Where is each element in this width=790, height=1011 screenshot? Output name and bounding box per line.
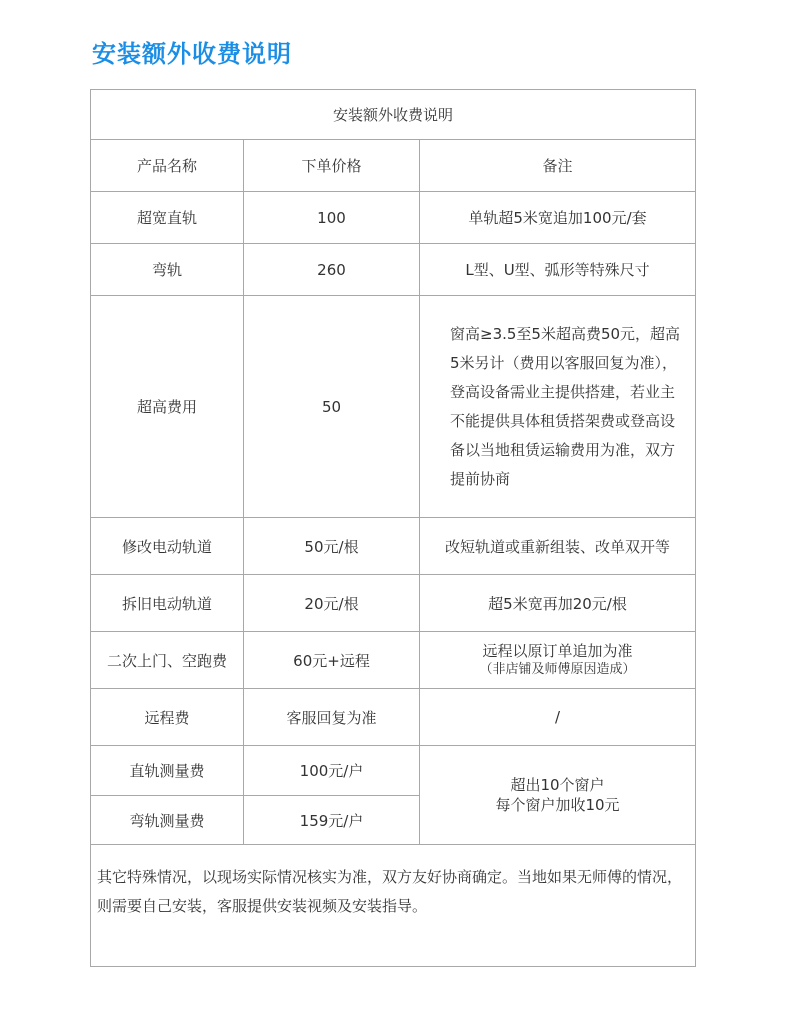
fee-table (90, 89, 696, 967)
row-price: 159元/户 (244, 796, 420, 845)
table-row (91, 689, 696, 746)
table-row (91, 746, 696, 796)
row-price: 20元/根 (244, 575, 420, 632)
row-name: 拆旧电动轨道 (91, 575, 244, 632)
table-row (91, 575, 696, 632)
row-note: 改短轨道或重新组装、改单双开等 (420, 518, 696, 575)
row-note-main: 远程以原订单追加为准 (482, 642, 633, 660)
row-note: 窗高≥3.5至5米超高费50元，超高5米另计（费用以客服回复为准），登高设备需业主提供搭建，若业主不能提供具体租赁搭架费或登高设备以当地租赁运输费用为准，双方提前协商 (420, 296, 696, 518)
row-price: 100 (244, 192, 420, 244)
row-name: 远程费 (91, 689, 244, 746)
table-row (91, 518, 696, 575)
row-price: 客服回复为准 (244, 689, 420, 746)
table-row (91, 244, 696, 296)
row-price: 260 (244, 244, 420, 296)
row-name: 超高费用 (91, 296, 244, 518)
header-product-name: 产品名称 (91, 140, 244, 192)
header-row (91, 140, 696, 192)
table-caption: 安装额外收费说明 (91, 90, 696, 140)
row-name: 直轨测量费 (91, 746, 244, 796)
table-row (91, 296, 696, 518)
measure-note (420, 746, 696, 845)
row-price: 60元+远程 (244, 632, 420, 689)
row-name: 超宽直轨 (91, 192, 244, 244)
table-row (91, 192, 696, 244)
row-name: 弯轨测量费 (91, 796, 244, 845)
header-price: 下单价格 (244, 140, 420, 192)
row-name: 修改电动轨道 (91, 518, 244, 575)
row-note-sub: （非店铺及师傅原因造成） (479, 662, 636, 677)
row-note: 超5米宽再加20元/根 (420, 575, 696, 632)
row-price: 100元/户 (244, 746, 420, 796)
row-note: 单轨超5米宽追加100元/套 (420, 192, 696, 244)
row-price: 50 (244, 296, 420, 518)
footer-note: 其它特殊情况，以现场实际情况核实为准，双方友好协商确定。当地如果无师傅的情况，则需要自己安装，客服提供安装视频及安装指导。 (91, 845, 696, 967)
measure-note-line1: 超出10个窗户 (510, 776, 605, 794)
measure-note-line2: 每个窗户加收10元 (495, 796, 620, 814)
page-title: 安装额外收费说明 (92, 40, 292, 68)
header-note: 备注 (420, 140, 696, 192)
table-row (91, 632, 696, 689)
row-name: 二次上门、空跑费 (91, 632, 244, 689)
row-note: L型、U型、弧形等特殊尺寸 (420, 244, 696, 296)
row-price: 50元/根 (244, 518, 420, 575)
row-name: 弯轨 (91, 244, 244, 296)
row-note (420, 632, 696, 689)
row-note: / (420, 689, 696, 746)
